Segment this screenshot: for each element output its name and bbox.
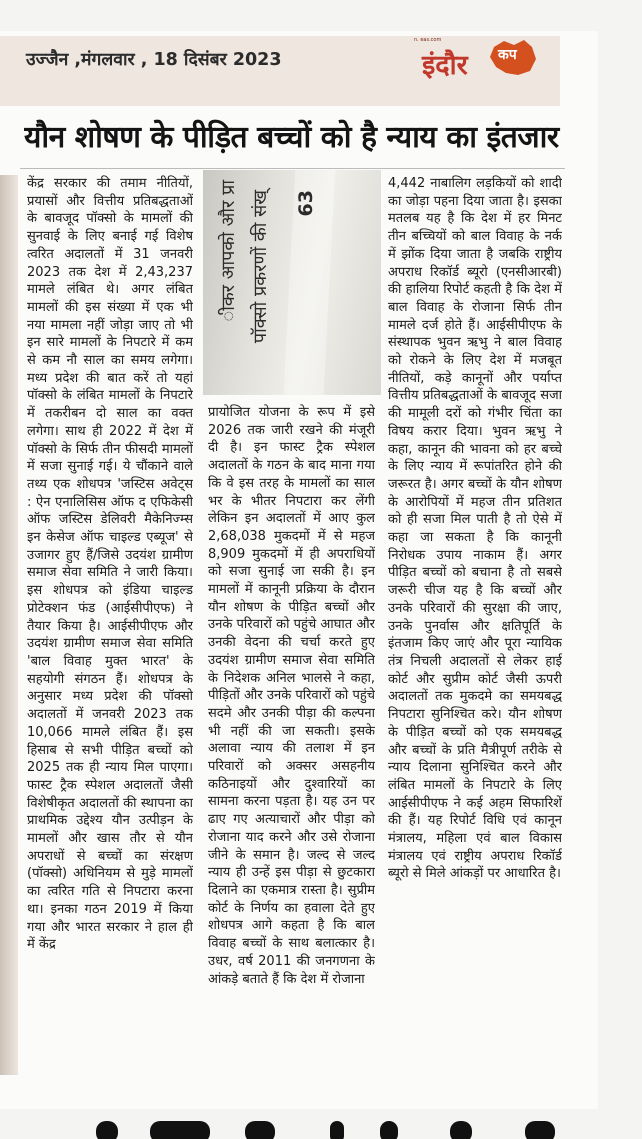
brand-tagline: n. eas.com <box>414 37 442 43</box>
glyph-fragment <box>245 1121 275 1139</box>
glyph-fragment <box>150 1121 210 1139</box>
article-column-2 <box>208 404 375 1075</box>
dateline: उज्जैन ,मंगलवार , 18 दिसंबर 2023 <box>26 50 282 70</box>
glyph-fragment <box>96 1121 118 1139</box>
glyph-fragment <box>525 1121 555 1139</box>
glyph-fragment <box>450 1121 472 1139</box>
headline-divider <box>20 168 565 169</box>
brand-logo <box>410 35 560 107</box>
adjacent-page-edge <box>0 175 18 1075</box>
photo-text-1: ीकर आपको और प्रा <box>218 180 239 322</box>
article-photo <box>203 170 381 395</box>
brand-name: इंदौर <box>422 50 468 81</box>
article-headline: यौन शोषण के पीड़ित बच्चों को है न्याय का इंतजार <box>24 120 559 155</box>
article-text-col3: 4,442 नाबालिग लड़कियों को शादी का जोड़ा पहना दिया जाता है। इसका मतलब यह है कि देश में हर मिनट तीन बच्चियों को बाल विवाह के नर्क में झोंक दिया जाता है जबकि राष्ट्रीय अपराध रिकॉर्ड ब्यूरो (एनसीआरबी) की हालिया रिपोर्ट कहती है कि देश में बाल विवाह के रोजाना सिर्फ तीन मामले दर्ज होते हैं। आईसीपीएफ के संस्थापक भुवन ऋभु ने बाल विवाह को रोकने के लिए देश में मजबूत नीतियों, कड़े कानूनों और पर्याप्त वित्तीय प्रतिबद्धताओं के बावजूद सजा की मामूली दरों को गंभीर चिंता का विषय करार दिया। भुवन ऋभु ने कहा, कानून की भावना को हर बच्चे के लिए न्याय में रूपांतरित होने की जरूरत है। अगर बच्चों के यौन शोषण के आरोपियों में महज तीन प्रतिशत को ही सजा मिल पाती है तो ऐसे में कहा जा सकता है कि कानूनी निरोधक उपाय नाकाम हैं। अगर पीड़ित बच्चों को बचाना है तो सबसे जरूरी चीज यह है कि बच्चों और उनके परिवारों की सुरक्षा की जाए, उनके पुनर्वास और क्षतिपूर्ति के इंतजाम किए जाएं और पूरा न्यायिक तंत्र निचली अदालतों से लेकर हाई कोर्ट और सुप्रीम कोर्ट जैसी ऊपरी अदालतों तक मुकदमे का समयबद्ध निपटारा सुनिश्चित करे। यौन शोषण के पीड़ित बच्चों को एक समयबद्ध और बच्चों के प्रति मैत्रीपूर्ण तरीके से न्याय दिलाना सुनिश्चित करने और लंबित मामलों के निपटारे के लिए आईसीपीएफ ने कई अहम सिफारिशें की हैं। यह रिपोर्ट विधि एवं कानून मंत्रालय, महिला एवं बाल विकास मंत्रालय एवं राष्ट्रीय अपराध रिकॉर्ड ब्यूरो से मिले आंकड़ों पर आधारित है। <box>388 176 562 882</box>
article-text-col2: प्रायोजित योजना के रूप में इसे 2026 तक जारी रखने की मंजूरी दी है। इन फास्ट ट्रैक स्पेशल अदालतों के गठन के बाद माना गया कि वे इस तरह के मामलों का साल भर के भीतर निपटारा कर लेंगी लेकिन इन अदालतों में आए कुल 2,68,038 मुकदमों में से महज 8,909 मुकदमों में ही अपराधियों को सजा सुनाई जा सकी है। इन मामलों में कानूनी प्रक्रिया के दौरान यौन शोषण के पीड़ित बच्चों और उनके परिवारों को पहुंचे आघात और उनकी वेदना की चर्चा करते हुए उदयंश ग्रामीण समाज सेवा समिति के निदेशक अनिल भालसे ने कहा, पीड़ितों और उनके परिवारों को पहुंचे सदमे और उनकी पीड़ा की कल्पना भी नहीं की जा सकती। इसके अलावा न्याय की तलाश में इन परिवारों को अक्सर असहनीय कठिनाइयों और दुश्वारियों का सामना करना पड़ता है। यह उन पर ढाए गए अत्याचारों और पीड़ा को रोजाना याद करने और उसे रोजाना जीने के समान है। जल्द से जल्द न्याय ही उन्हें इस पीड़ा से छुटकारा दिलाने का एकमात्र रास्ता है। सुप्रीम कोर्ट के निर्णय का हवाला देते हुए शोधपत्र आगे कहता है कि बाल विवाह बच्चों के साथ बलात्कार है। उधर, वर्ष 2011 की जनगणना के आंकड़े बताते हैं कि देश में रोजाना <box>208 405 375 987</box>
photo-text-2: पॉक्सो प्रकरणों की संख् <box>250 190 271 344</box>
article-column-1 <box>27 175 193 1075</box>
map-shape-icon <box>486 37 538 79</box>
article-column-3 <box>388 175 562 1075</box>
next-headline-fragment <box>0 1109 642 1139</box>
brand-mark-text: कप <box>498 47 517 63</box>
glyph-fragment <box>380 1121 398 1139</box>
photo-text-3: 63 <box>295 190 317 217</box>
article-text-col1: केंद्र सरकार की तमाम नीतियों, प्रयासों और वित्तीय प्रतिबद्धताओं के बावजूद पॉक्सो के मामलों की सुनवाई के लिए बनाई गई विशेष त्वरित अदालतों में 31 जनवरी 2023 तक देश में 2,43,237 मामले लंबित थे। अगर लंबित मामलों की इस संख्या में एक भी नया मामला नहीं जोड़ा जाए तो भी इन सारे मामलों के निपटारे में कम से कम नौ साल का समय लगेगा। मध्य प्रदेश की बात करें तो यहां पॉक्सो के लंबित मामलों के निपटारे में तकरीबन दो साल का वक्त लगेगा। साथ ही 2022 में देश में पॉक्सो के सिर्फ तीन फीसदी मामलों में सजा सुनाई गई। ये चौंकाने वाले तथ्य एक शोधपत्र 'जस्टिस अवेट्स : ऐन एनालिसिस ऑफ द एफिकेसी ऑफ जस्टिस डेलिवरी मैकेनिज्म्स इन केसेज ऑफ चाइल्ड एब्यूज' से उजागर हुए हैं/जिसे उदयंश ग्रामीण समाज सेवा समिति ने जारी किया। इस शोधपत्र को इंडिया चाइल्ड प्रोटेक्शन फंड (आईसीपीएफ) ने तैयार किया है। आईसीपीएफ और उदयंश ग्रामीण समाज सेवा समिति 'बाल विवाह मुक्त भारत' के सहयोगी संगठन हैं। शोधपत्र के अनुसार मध्य प्रदेश की पॉक्सो अदालतों में जनवरी 2023 तक 10,066 मामले लंबित हैं। इस हिसाब से सभी पीड़ित बच्चों को 2025 तक ही न्याय मिल पाएगा। फास्ट ट्रैक स्पेशल अदालतों जैसी विशेषीकृत अदालतों की स्थापना का प्राथमिक उद्देश्य यौन उत्पीड़न के मामलों और खास तौर से यौन अपराधों से बच्चों का संरक्षण (पॉक्सो) अधिनियम से मुड़े मामलों का त्वरित गति से निपटारा करना था। इनका गठन 2019 में किया गया और भारत सरकार ने हाल ही में केंद्र <box>27 176 193 953</box>
glyph-fragment <box>330 1121 344 1139</box>
